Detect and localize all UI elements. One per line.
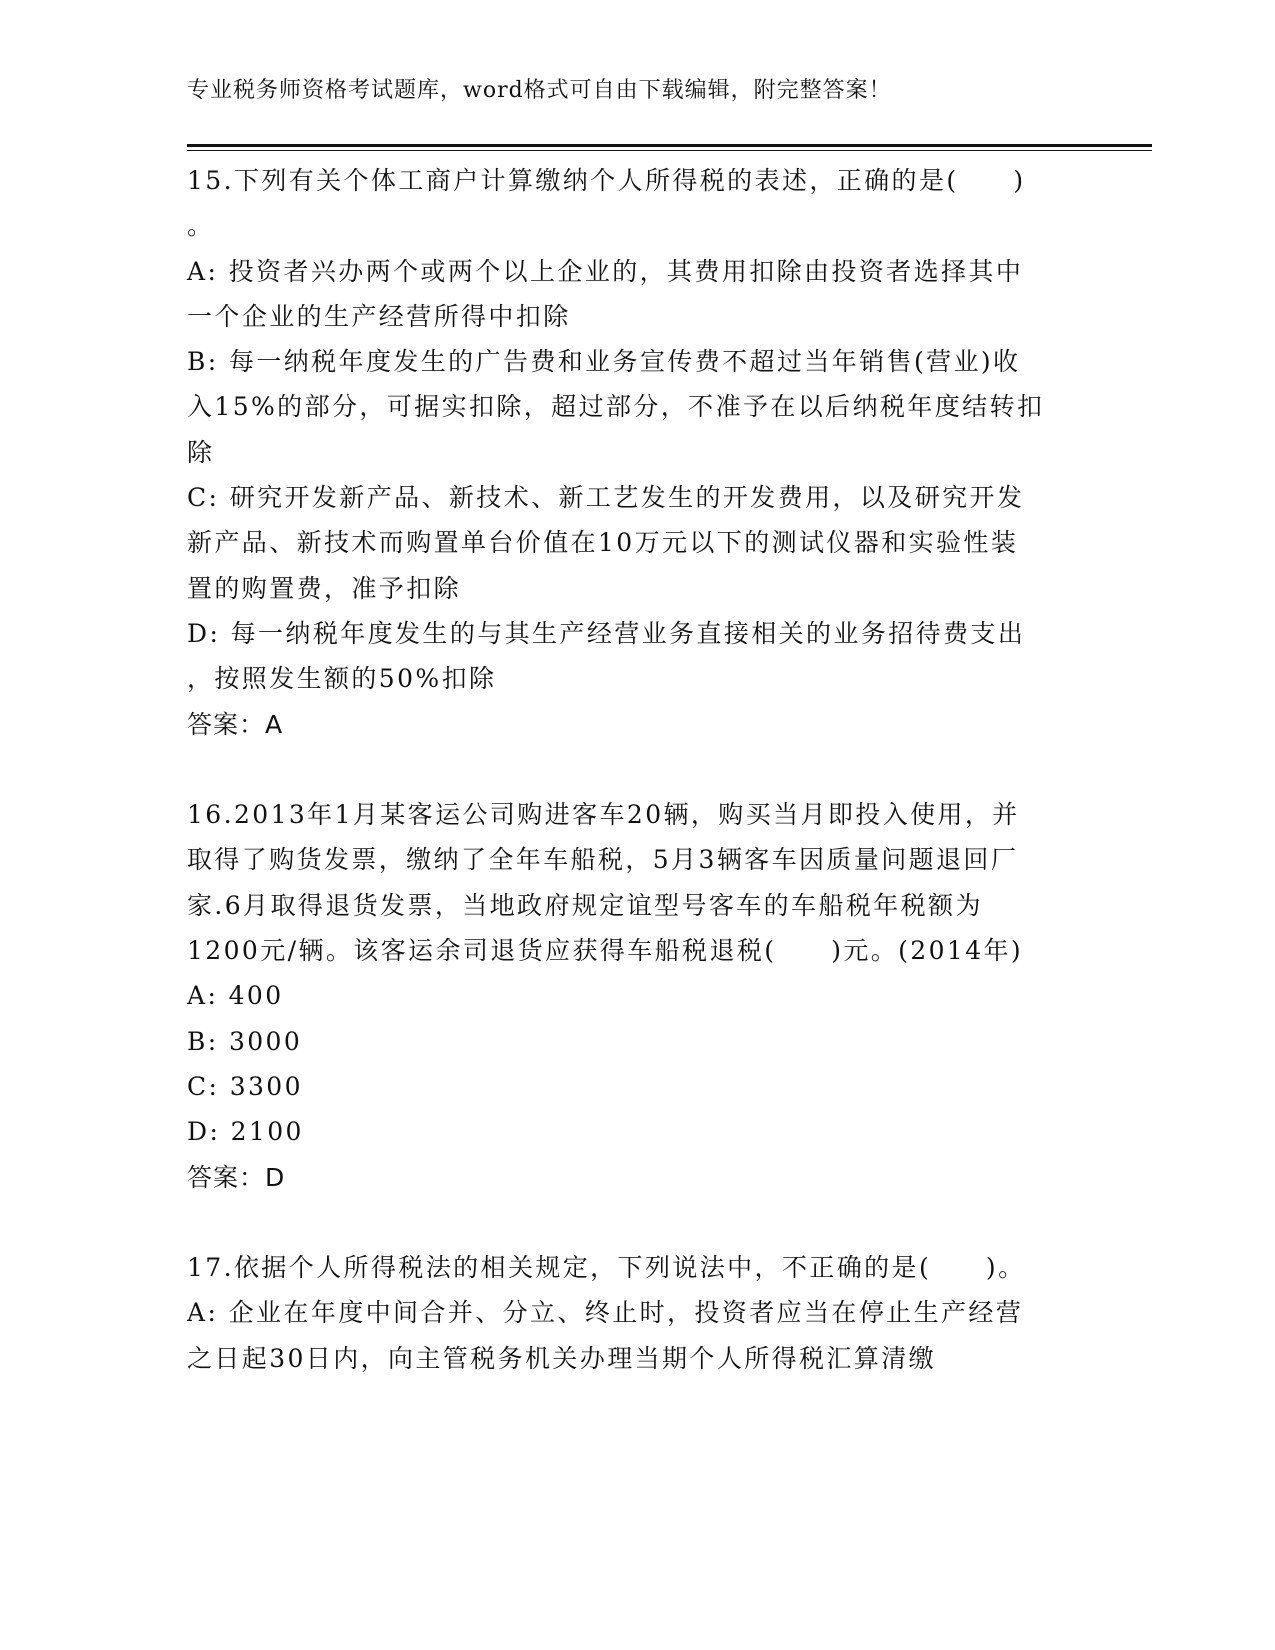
option-d: D: 每一纳税年度发生的与其生产经营业务直接相关的业务招待费支出 <box>187 618 1026 648</box>
option-a: A: 投资者兴办两个或两个以上企业的，其费用扣除由投资者选择其中 <box>187 256 1024 286</box>
option-b: B: 3000 <box>187 1026 303 1056</box>
header-rule-thin <box>187 150 1152 151</box>
option-d-cont: ，按照发生额的50%扣除 <box>187 664 497 694</box>
question-line: 取得了购货发票，缴纳了全年车船税，5月3辆客车因质量问题退回厂 <box>187 845 1019 875</box>
question-15 <box>187 158 1087 747</box>
option-d: D: 2100 <box>187 1117 304 1147</box>
question-line: 16.2013年1月某客运公司购进客车20辆，购买当月即投入使用，并 <box>187 800 1020 830</box>
question-line: 。 <box>187 211 215 241</box>
question-line: 15.下列有关个体工商户计算缴纳个人所得税的表述，正确的是( ) <box>187 166 1026 195</box>
page-header: 专业税务师资格考试题库，word格式可自由下载编辑，附完整答案！ <box>187 78 892 103</box>
option-b-cont: 除 <box>187 437 215 467</box>
question-list <box>187 158 1087 1381</box>
option-b-cont: 入15%的部分，可据实扣除，超过部分，不准予在以后纳税年度结转扣 <box>187 392 1045 422</box>
option-a-cont: 一个企业的生产经营所得中扣除 <box>187 301 571 331</box>
question-16 <box>187 792 1087 1200</box>
answer: 答案：D <box>187 1162 286 1192</box>
question-line: 家.6月取得退货发票，当地政府规定谊型号客车的车船税年税额为 <box>187 890 983 920</box>
option-c: C: 研究开发新产品、新技术、新工艺发生的开发费用，以及研究开发 <box>187 483 1025 513</box>
option-a: A: 400 <box>187 981 284 1011</box>
option-c-cont: 置的购置费，准予扣除 <box>187 573 462 603</box>
option-c: C: 3300 <box>187 1071 303 1101</box>
option-a: A: 企业在年度中间合并、分立、终止时，投资者应当在停止生产经营 <box>187 1298 1024 1328</box>
header-rule-thick <box>187 144 1152 147</box>
spacer <box>187 747 1087 792</box>
question-17 <box>187 1245 1087 1381</box>
question-line: 17.依据个人所得税法的相关规定，下列说法中，不正确的是( )。 <box>187 1253 1026 1283</box>
question-line: 1200元/辆。该客运余司退货应获得车船税退税( )元。(2014年) <box>187 936 1024 966</box>
spacer <box>187 1200 1087 1245</box>
option-a-cont: 之日起30日内，向主管税务机关办理当期个人所得税汇算清缴 <box>187 1343 937 1373</box>
option-b: B: 每一纳税年度发生的广告费和业务宣传费不超过当年销售(营业)收 <box>187 347 1021 377</box>
answer: 答案：A <box>187 709 284 739</box>
option-c-cont: 新产品、新技术而购置单台价值在10万元以下的测试仪器和实验性装 <box>187 528 1019 558</box>
